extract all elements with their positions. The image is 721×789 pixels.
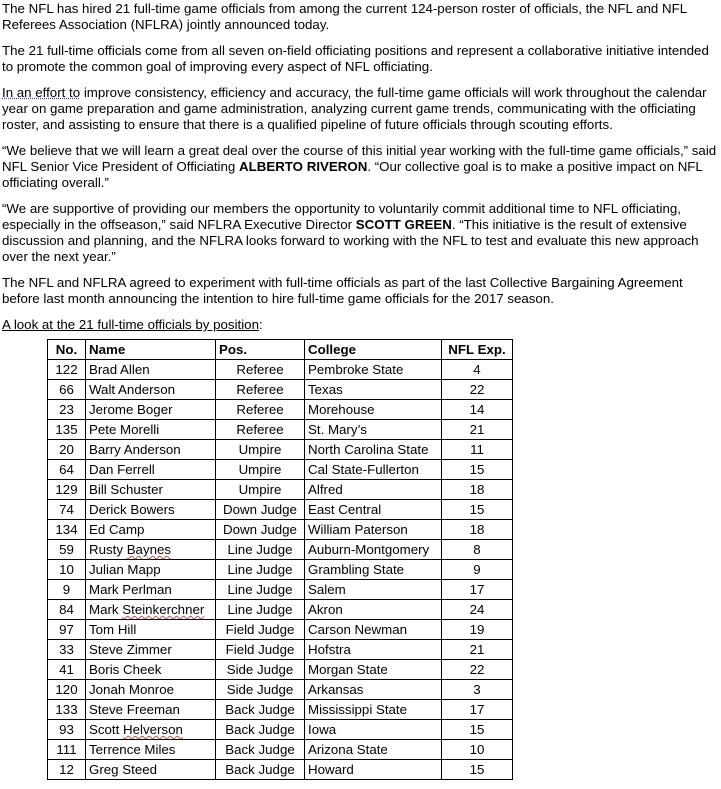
cell-name: Mark Perlman	[86, 580, 216, 600]
cell-college: Salem	[305, 580, 442, 600]
cell-position: Field Judge	[216, 640, 305, 660]
cell-no: 133	[48, 700, 86, 720]
cell-exp: 14	[442, 400, 513, 420]
cell-name: Mark Steinkerchner	[86, 600, 216, 620]
cell-position: Referee	[216, 420, 305, 440]
paragraph-5-quote	[2, 201, 718, 265]
table-row	[48, 580, 513, 600]
header-no: No.	[48, 340, 86, 360]
cell-name: Steve Zimmer	[86, 640, 216, 660]
cell-no: 33	[48, 640, 86, 660]
cell-exp: 9	[442, 560, 513, 580]
paragraph-1: The NFL has hired 21 full-time game officials from among the current 124-person roster of officials, the NFL and NFL Referees Association (NFLRA) jointly announced today.	[2, 1, 687, 32]
cell-no: 74	[48, 500, 86, 520]
cell-name: Jerome Boger	[86, 400, 216, 420]
cell-exp: 11	[442, 440, 513, 460]
cell-position: Side Judge	[216, 660, 305, 680]
table-row	[48, 700, 513, 720]
cell-college: Arizona State	[305, 740, 442, 760]
paragraph-3-lead: In an effort to	[2, 85, 81, 100]
cell-position: Line Judge	[216, 600, 305, 620]
cell-no: 129	[48, 480, 86, 500]
table-row	[48, 600, 513, 620]
cell-position: Back Judge	[216, 700, 305, 720]
table-row	[48, 360, 513, 380]
paragraph-4-quote	[2, 143, 718, 191]
table-intro	[2, 317, 718, 333]
cell-no: 134	[48, 520, 86, 540]
cell-name: Tom Hill	[86, 620, 216, 640]
cell-exp: 22	[442, 660, 513, 680]
cell-exp: 22	[442, 380, 513, 400]
table-row	[48, 740, 513, 760]
cell-name: Steve Freeman	[86, 700, 216, 720]
cell-no: 64	[48, 460, 86, 480]
cell-college: Morehouse	[305, 400, 442, 420]
header-college: College	[305, 340, 442, 360]
cell-college: Arkansas	[305, 680, 442, 700]
cell-exp: 17	[442, 580, 513, 600]
cell-exp: 8	[442, 540, 513, 560]
cell-position: Referee	[216, 400, 305, 420]
cell-position: Line Judge	[216, 540, 305, 560]
table-row	[48, 420, 513, 440]
cell-no: 41	[48, 660, 86, 680]
speaker-name: ALBERTO RIVERON	[239, 159, 368, 174]
cell-college: Auburn-Montgomery	[305, 540, 442, 560]
cell-no: 12	[48, 760, 86, 780]
officials-table	[47, 339, 513, 780]
cell-name: Bill Schuster	[86, 480, 216, 500]
cell-no: 23	[48, 400, 86, 420]
speaker-name: SCOTT GREEN	[355, 217, 452, 232]
cell-no: 122	[48, 360, 86, 380]
cell-exp: 15	[442, 500, 513, 520]
cell-college: Howard	[305, 760, 442, 780]
cell-name: Terrence Miles	[86, 740, 216, 760]
cell-name: Rusty Baynes	[86, 540, 216, 560]
cell-exp: 19	[442, 620, 513, 640]
cell-college: North Carolina State	[305, 440, 442, 460]
cell-college: Pembroke State	[305, 360, 442, 380]
cell-position: Referee	[216, 380, 305, 400]
cell-college: Alfred	[305, 480, 442, 500]
cell-college: Hofstra	[305, 640, 442, 660]
cell-position: Referee	[216, 360, 305, 380]
table-row	[48, 440, 513, 460]
cell-position: Line Judge	[216, 580, 305, 600]
cell-college: Texas	[305, 380, 442, 400]
cell-no: 66	[48, 380, 86, 400]
cell-no: 111	[48, 740, 86, 760]
cell-name: Jonah Monroe	[86, 680, 216, 700]
cell-name: Greg Steed	[86, 760, 216, 780]
table-row	[48, 660, 513, 680]
quote-text: “We believe that we will learn a great deal over the course of this initial year working with the full-time game officials,” said NFL Senior Vice President of Officiating	[2, 143, 717, 174]
cell-exp: 15	[442, 460, 513, 480]
cell-college: Cal State-Fullerton	[305, 460, 442, 480]
cell-exp: 17	[442, 700, 513, 720]
cell-college: Carson Newman	[305, 620, 442, 640]
cell-name: Brad Allen	[86, 360, 216, 380]
cell-no: 9	[48, 580, 86, 600]
cell-exp: 3	[442, 680, 513, 700]
cell-position: Back Judge	[216, 720, 305, 740]
header-exp: NFL Exp.	[442, 340, 513, 360]
cell-no: 20	[48, 440, 86, 460]
cell-exp: 15	[442, 760, 513, 780]
quote-text: “We are supportive of providing our members the opportunity to voluntarily commit additional time to NFL officiating, especially in the offseason,” said NFLRA Executive Director	[2, 201, 681, 232]
table-row	[48, 480, 513, 500]
header-name: Name	[86, 340, 216, 360]
cell-no: 120	[48, 680, 86, 700]
cell-college: Morgan State	[305, 660, 442, 680]
cell-position: Back Judge	[216, 740, 305, 760]
cell-name: Julian Mapp	[86, 560, 216, 580]
cell-college: Mississippi State	[305, 700, 442, 720]
table-row	[48, 640, 513, 660]
cell-no: 97	[48, 620, 86, 640]
cell-no: 93	[48, 720, 86, 740]
cell-position: Line Judge	[216, 560, 305, 580]
cell-name: Walt Anderson	[86, 380, 216, 400]
table-row	[48, 540, 513, 560]
cell-name: Pete Morelli	[86, 420, 216, 440]
cell-position: Field Judge	[216, 620, 305, 640]
paragraph-2: The 21 full-time officials come from all seven on-field officiating positions and represent a collaborative initiative intended to promote the common goal of improving every aspect of NFL officiating.	[2, 43, 709, 74]
cell-position: Back Judge	[216, 760, 305, 780]
cell-exp: 18	[442, 520, 513, 540]
quote-text: . “Our collective goal is to make a positive impact on NFL officiating overall.”	[2, 159, 703, 190]
cell-name: Dan Ferrell	[86, 460, 216, 480]
cell-college: Akron	[305, 600, 442, 620]
paragraph-6: The NFL and NFLRA agreed to experiment with full-time officials as part of the last Collective Bargaining Agreement before last month announcing the intention to hire full-time game officials for the 2017 season.	[2, 275, 683, 306]
table-row	[48, 460, 513, 480]
cell-exp: 15	[442, 720, 513, 740]
cell-name: Scott Helverson	[86, 720, 216, 740]
cell-exp: 4	[442, 360, 513, 380]
table-row	[48, 500, 513, 520]
cell-college: St. Mary’s	[305, 420, 442, 440]
table-intro-colon: :	[258, 317, 263, 332]
quote-text: . “This initiative is the result of extensive discussion and planning, and the NFLRA looks forward to working with the NFL to test and evaluate this new approach over the next year.”	[2, 217, 699, 264]
table-row	[48, 720, 513, 740]
cell-name: Derick Bowers	[86, 500, 216, 520]
cell-exp: 10	[442, 740, 513, 760]
table-row	[48, 680, 513, 700]
cell-name: Ed Camp	[86, 520, 216, 540]
table-row	[48, 620, 513, 640]
cell-no: 135	[48, 420, 86, 440]
cell-exp: 21	[442, 640, 513, 660]
table-row	[48, 520, 513, 540]
cell-college: Iowa	[305, 720, 442, 740]
cell-no: 59	[48, 540, 86, 560]
table-body	[48, 360, 513, 780]
cell-college: East Central	[305, 500, 442, 520]
cell-name: Boris Cheek	[86, 660, 216, 680]
paragraph-3-rest: improve consistency, efficiency and accuracy, the full-time game officials will work throughout the calendar year on game preparation and game administration, analyzing current game trends, communicating with the officiating roster, and assisting to ensure that there is a qualified pipeline of future officials through scouting efforts.	[2, 85, 707, 132]
paragraph-3	[2, 85, 718, 133]
cell-position: Umpire	[216, 440, 305, 460]
table-row	[48, 380, 513, 400]
table-row	[48, 400, 513, 420]
cell-position: Down Judge	[216, 520, 305, 540]
cell-exp: 24	[442, 600, 513, 620]
cell-no: 84	[48, 600, 86, 620]
cell-exp: 21	[442, 420, 513, 440]
cell-position: Down Judge	[216, 500, 305, 520]
header-pos: Pos.	[216, 340, 305, 360]
cell-no: 10	[48, 560, 86, 580]
cell-name: Barry Anderson	[86, 440, 216, 460]
table-header-row	[48, 340, 513, 360]
cell-position: Side Judge	[216, 680, 305, 700]
cell-position: Umpire	[216, 460, 305, 480]
table-row	[48, 760, 513, 780]
cell-position: Umpire	[216, 480, 305, 500]
cell-college: Grambling State	[305, 560, 442, 580]
cell-exp: 18	[442, 480, 513, 500]
cell-college: William Paterson	[305, 520, 442, 540]
table-intro-text: A look at the 21 full-time officials by position	[2, 317, 259, 332]
table-row	[48, 560, 513, 580]
